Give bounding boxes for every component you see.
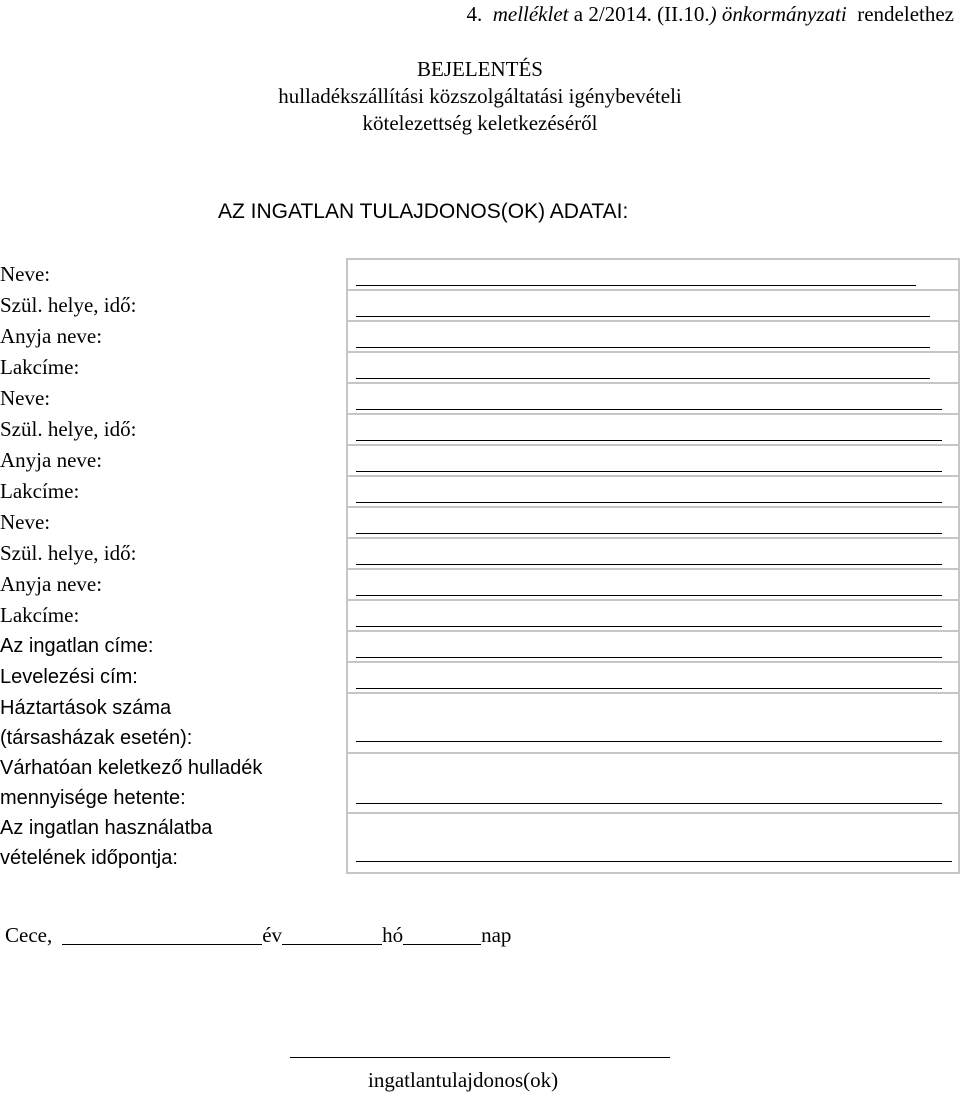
weekly-waste-amount-field[interactable] bbox=[347, 753, 959, 813]
section-heading: AZ INGATLAN TULAJDONOS(OK) ADATAI: bbox=[218, 200, 629, 223]
form-row bbox=[0, 352, 959, 383]
property-address-field[interactable] bbox=[347, 631, 959, 662]
blank-line bbox=[356, 564, 942, 565]
blank-line bbox=[356, 626, 942, 627]
field-label bbox=[0, 753, 347, 813]
field-label bbox=[0, 693, 347, 753]
form-row bbox=[0, 569, 959, 600]
owner-3-mother-field[interactable] bbox=[347, 569, 959, 600]
blank-line bbox=[356, 803, 942, 804]
blank-line bbox=[356, 378, 930, 379]
blank-line bbox=[356, 285, 916, 286]
annex-word: melléklet bbox=[492, 2, 569, 26]
signature-line[interactable] bbox=[290, 1057, 670, 1058]
annex-tail: rendelethez bbox=[857, 2, 954, 26]
blank-line bbox=[356, 440, 942, 441]
field-label: Levelezési cím: bbox=[0, 666, 138, 688]
form-row bbox=[0, 445, 959, 476]
form-row bbox=[0, 813, 959, 873]
blank-line bbox=[356, 657, 942, 658]
year-blank[interactable] bbox=[62, 922, 262, 945]
owner-3-name-field[interactable] bbox=[347, 507, 959, 538]
month-label: hó bbox=[382, 923, 404, 947]
field-label: Neve: bbox=[0, 262, 51, 286]
form-row bbox=[0, 631, 959, 662]
day-label: nap bbox=[481, 923, 512, 947]
blank-line bbox=[356, 316, 930, 317]
field-label: Anyja neve: bbox=[0, 572, 103, 596]
owner-1-address-field[interactable] bbox=[347, 352, 959, 383]
field-label: Anyja neve: bbox=[0, 324, 103, 348]
title-line-2: hulladékszállítási közszolgáltatási igénybevételi bbox=[278, 84, 682, 108]
day-blank[interactable] bbox=[403, 922, 481, 945]
form-row bbox=[0, 414, 959, 445]
field-label: Neve: bbox=[0, 386, 51, 410]
blank-line bbox=[356, 688, 942, 689]
year-label: év bbox=[262, 923, 283, 947]
field-label bbox=[0, 813, 347, 873]
field-label: Lakcíme: bbox=[0, 479, 80, 503]
owner-2-mother-field[interactable] bbox=[347, 445, 959, 476]
blank-line bbox=[356, 502, 942, 503]
annex-paren: ) bbox=[709, 2, 717, 26]
form-row bbox=[0, 476, 959, 507]
owner-1-birth-field[interactable] bbox=[347, 290, 959, 321]
field-label: Anyja neve: bbox=[0, 448, 103, 472]
field-label-line-2: vételének időpontja: bbox=[0, 847, 178, 869]
field-label: Lakcíme: bbox=[0, 603, 80, 627]
owner-3-birth-field[interactable] bbox=[347, 538, 959, 569]
annex-issuer: önkormányzati bbox=[721, 2, 847, 26]
field-label: Az ingatlan címe: bbox=[0, 635, 154, 657]
owner-data-form bbox=[0, 258, 960, 874]
form-row bbox=[0, 662, 959, 693]
field-label-line-1: Várhatóan keletkező hulladék bbox=[0, 757, 263, 779]
form-row bbox=[0, 693, 959, 753]
place-name: Cece, bbox=[5, 923, 53, 947]
field-label: Szül. helye, idő: bbox=[0, 293, 137, 317]
month-blank[interactable] bbox=[282, 922, 382, 945]
field-label-line-2: mennyisége hetente: bbox=[0, 787, 186, 809]
field-label: Szül. helye, idő: bbox=[0, 541, 137, 565]
form-row bbox=[0, 321, 959, 352]
date-line bbox=[5, 922, 511, 948]
annex-regulation-ref: a 2/2014. (II.10. bbox=[573, 2, 710, 26]
form-row bbox=[0, 290, 959, 321]
form-row bbox=[0, 383, 959, 414]
signature-label: ingatlantulajdonos(ok) bbox=[368, 1068, 559, 1092]
blank-line bbox=[356, 409, 942, 410]
blank-line bbox=[356, 533, 942, 534]
form-row bbox=[0, 259, 959, 290]
annex-number: 4. bbox=[466, 2, 483, 26]
blank-line bbox=[356, 861, 952, 862]
owner-1-mother-field[interactable] bbox=[347, 321, 959, 352]
title-line-1: BEJELENTÉS bbox=[417, 57, 543, 81]
occupancy-date-field[interactable] bbox=[347, 813, 959, 873]
blank-line bbox=[356, 471, 942, 472]
form-row bbox=[0, 538, 959, 569]
owner-1-name-field[interactable] bbox=[347, 259, 959, 290]
field-label: Lakcíme: bbox=[0, 355, 80, 379]
household-count-field[interactable] bbox=[347, 693, 959, 753]
blank-line bbox=[356, 347, 930, 348]
field-label: Neve: bbox=[0, 510, 51, 534]
field-label-line-1: Háztartások száma bbox=[0, 697, 172, 719]
blank-line bbox=[356, 741, 942, 742]
blank-line bbox=[356, 595, 942, 596]
mailing-address-field[interactable] bbox=[347, 662, 959, 693]
owner-2-address-field[interactable] bbox=[347, 476, 959, 507]
title-line-3: kötelezettség keletkezéséről bbox=[362, 111, 598, 135]
field-label-line-2: (társasházak esetén): bbox=[0, 727, 193, 749]
field-label-line-1: Az ingatlan használatba bbox=[0, 817, 213, 839]
form-row bbox=[0, 753, 959, 813]
owner-2-name-field[interactable] bbox=[347, 383, 959, 414]
document-title bbox=[0, 56, 960, 137]
field-label: Szül. helye, idő: bbox=[0, 417, 137, 441]
owner-3-address-field[interactable] bbox=[347, 600, 959, 631]
annex-reference bbox=[466, 2, 954, 27]
form-row bbox=[0, 507, 959, 538]
form-row bbox=[0, 600, 959, 631]
owner-2-birth-field[interactable] bbox=[347, 414, 959, 445]
